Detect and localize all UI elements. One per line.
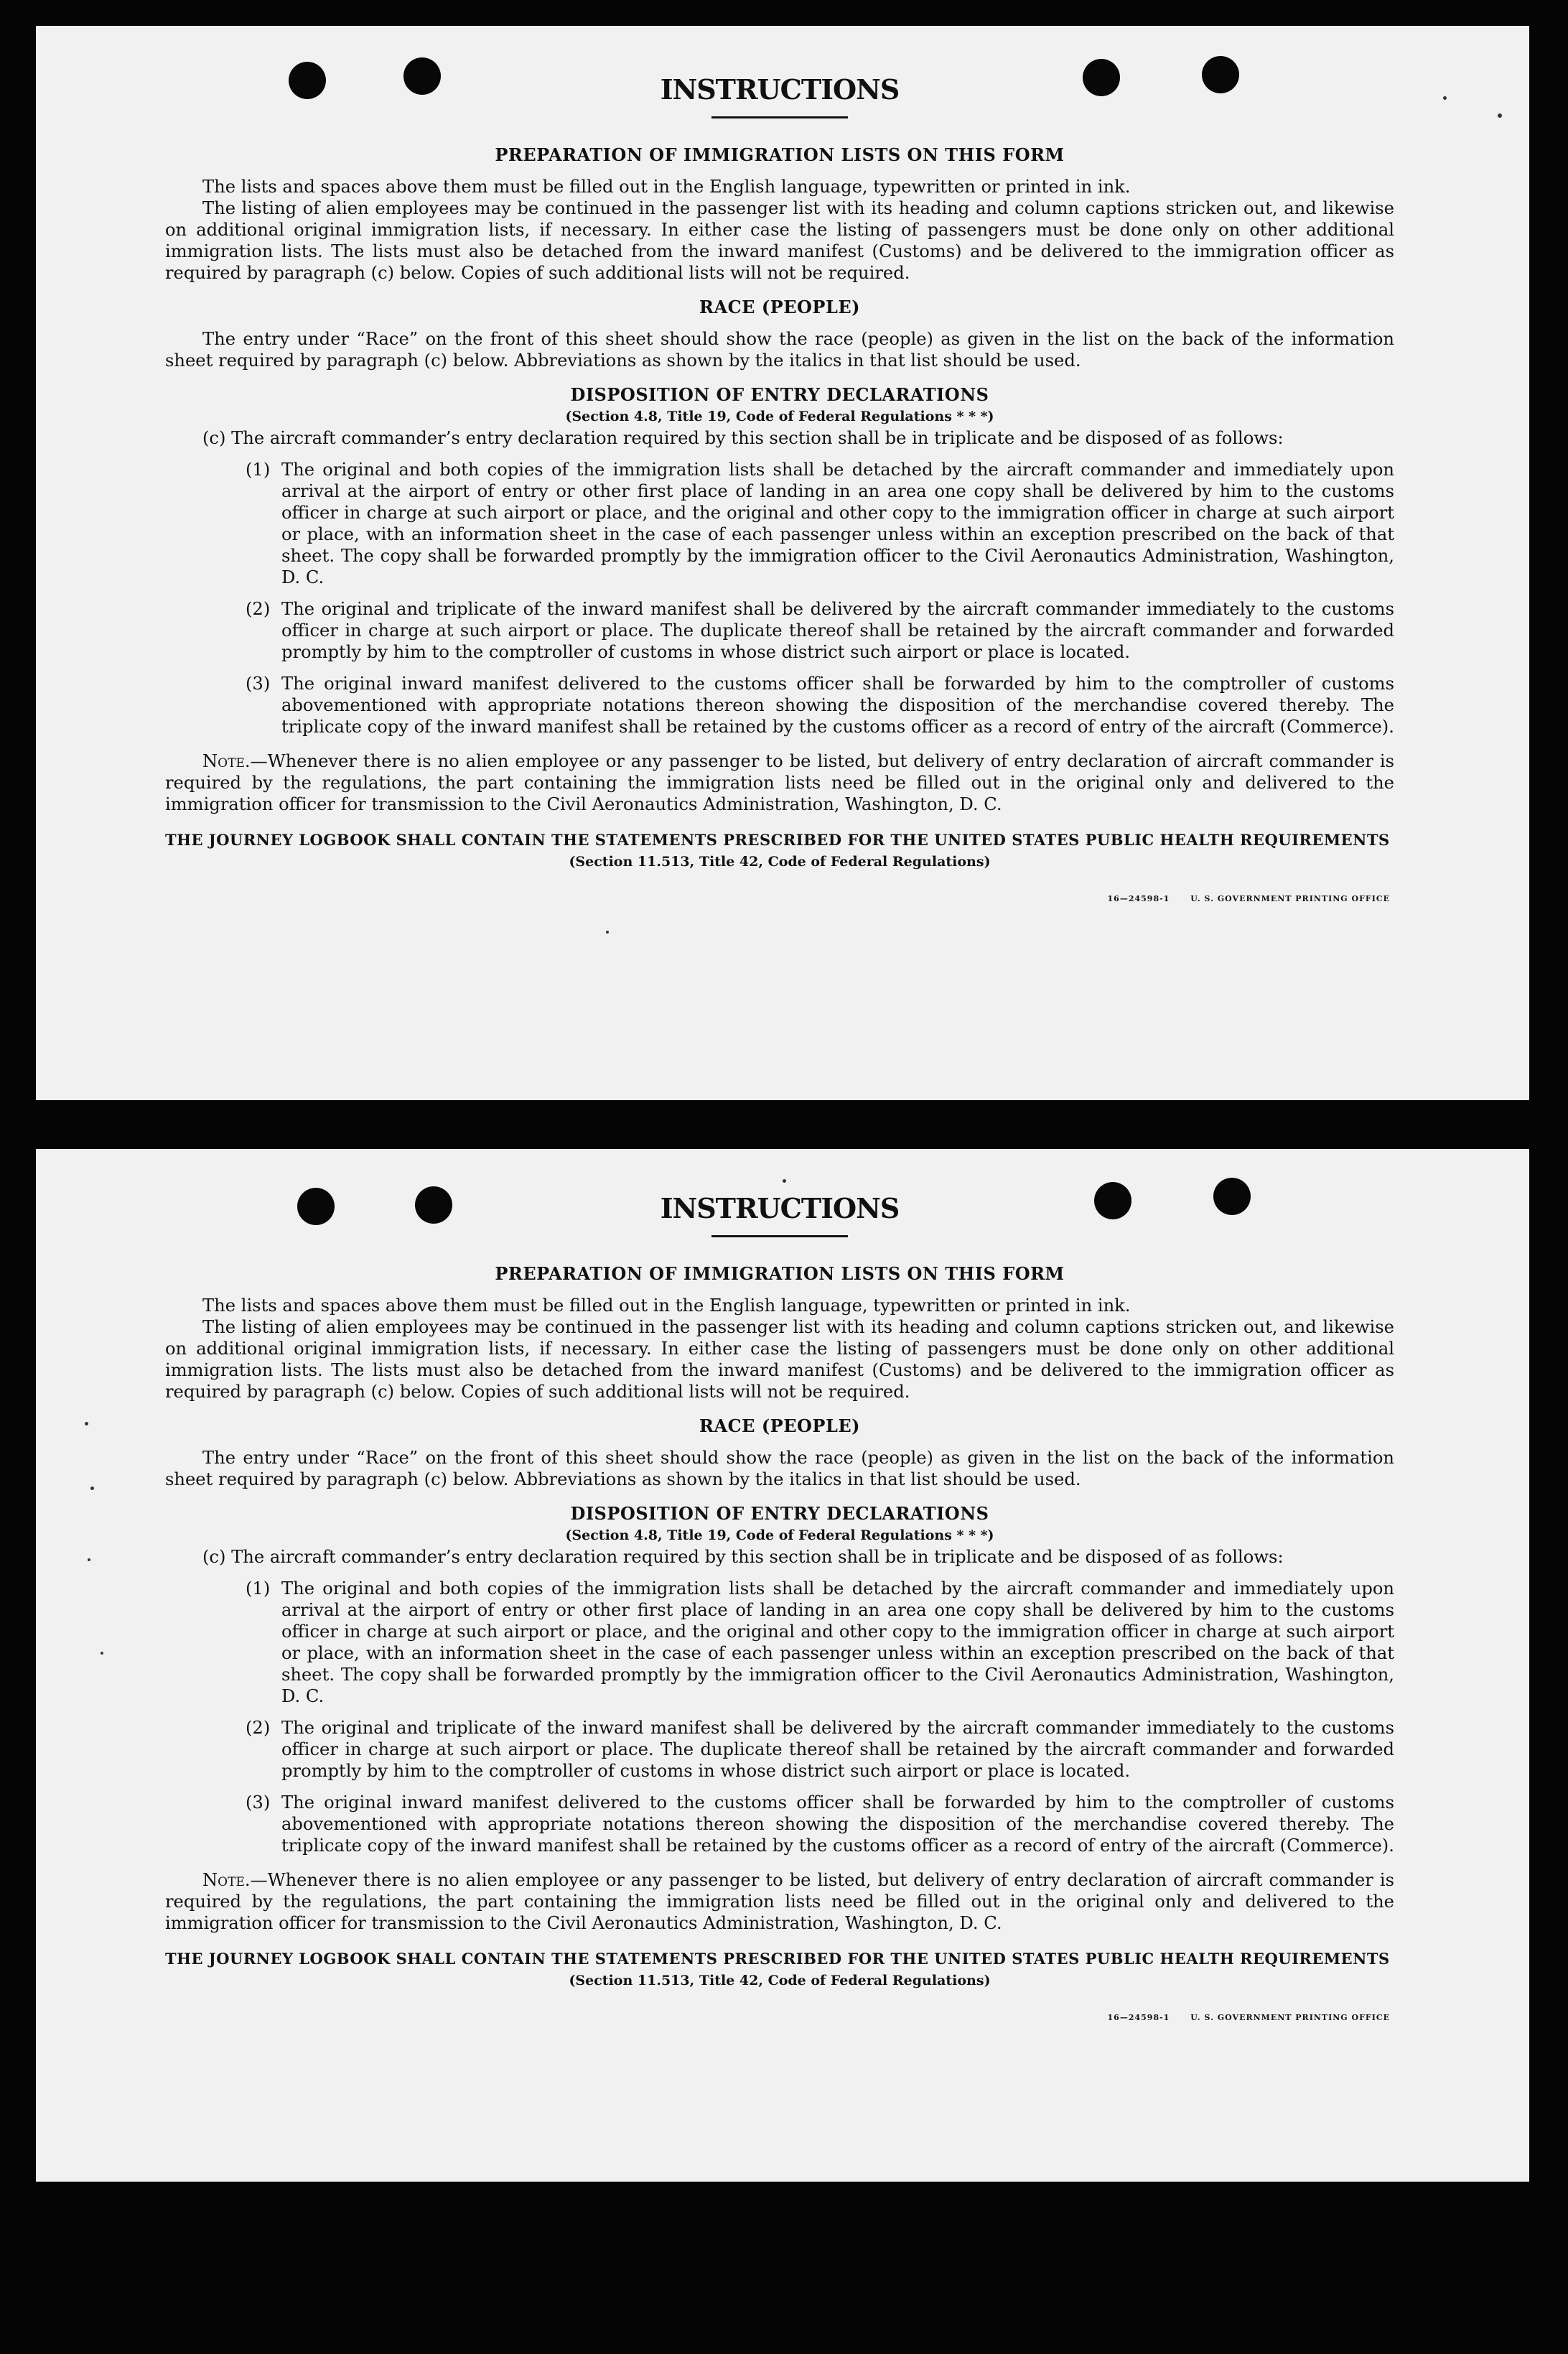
item-text: The original and both copies of the immigration lists shall be detached by the aircraft commander and immediately upon arrival at the airport of entry or other first place of landing in an area one copy shall be delivered by him to the customs officer in charge at such airport or place, and the original and other copy to the immigration officer in charge at such airport or place, with an information sheet in the case of each passenger unless within an exception prescribed on the back of that sheet. The copy shall be forwarded promptly by the immigration officer to the Civil Aeronautics Administration, Washington, D. C. (281, 1578, 1394, 1706)
item-number: (1) (246, 460, 271, 480)
paper-speck (606, 931, 609, 934)
preparation-paragraph-2: The listing of alien employees may be continued in the passenger list with its heading and column captions stricken out, and likewise on additional original immigration lists, if necessary. In either case the listing of passengers must be done only on other additional immigration lists. The lists must also be detached from the inward manifest (Customs) and be delivered to the immigration officer as required by paragraph (c) below. Copies of such additional lists will not be required. (165, 198, 1394, 283)
logbook-reference: (Section 11.513, Title 42, Code of Federal Regulations) (569, 854, 991, 870)
paper-speck (1498, 113, 1502, 118)
item-number: (1) (246, 1578, 271, 1599)
form-footer (165, 888, 1394, 910)
paper-speck (90, 1487, 94, 1490)
form-number: 16—24598-1 (1107, 2013, 1170, 2022)
note-paragraph (165, 1869, 1394, 1934)
paper-speck (101, 1652, 103, 1655)
disposition-reference: (Section 4.8, Title 19, Code of Federal Regulations * * *) (565, 1527, 994, 1543)
disposition-reference: (Section 4.8, Title 19, Code of Federal Regulations * * *) (565, 409, 994, 424)
disposition-item-3 (165, 1792, 1394, 1856)
disposition-item-2 (165, 598, 1394, 663)
instruction-sheet-bottom (36, 1149, 1529, 2182)
instructions-title: INSTRUCTIONS (660, 73, 900, 106)
disposition-item-2 (165, 1717, 1394, 1782)
race-heading: RACE (PEOPLE) (699, 297, 860, 317)
printer-imprint: U. S. GOVERNMENT PRINTING OFFICE (1190, 2013, 1390, 2022)
logbook-statement: THE JOURNEY LOGBOOK SHALL CONTAIN THE STATEMENTS PRESCRIBED FOR THE UNITED STATES PUBLIC HEALTH REQUIREMENTS (165, 1950, 1390, 1968)
preparation-paragraph-2: The listing of alien employees may be continued in the passenger list with its heading and column captions stricken out, and likewise on additional original immigration lists, if necessary. In either case the listing of passengers must be done only on other additional immigration lists. The lists must also be detached from the inward manifest (Customs) and be delivered to the immigration officer as required by paragraph (c) below. Copies of such additional lists will not be required. (165, 1317, 1394, 1402)
item-number: (3) (246, 674, 271, 694)
preparation-heading: PREPARATION OF IMMIGRATION LISTS ON THIS FORM (495, 1263, 1065, 1284)
paper-speck (88, 1558, 90, 1561)
note-label: Note. (202, 751, 251, 771)
instructions-title: INSTRUCTIONS (660, 1192, 900, 1224)
logbook-statement: THE JOURNEY LOGBOOK SHALL CONTAIN THE STATEMENTS PRESCRIBED FOR THE UNITED STATES PUBLIC HEALTH REQUIREMENTS (165, 831, 1390, 849)
preparation-heading: PREPARATION OF IMMIGRATION LISTS ON THIS FORM (495, 144, 1065, 165)
item-text: The original and both copies of the immigration lists shall be detached by the aircraft commander and immediately upon arrival at the airport of entry or other first place of landing in an area one copy shall be delivered by him to the customs officer in charge at such airport or place, and the original and other copy to the immigration officer in charge at such airport or place, with an information sheet in the case of each passenger unless within an exception prescribed on the back of that sheet. The copy shall be forwarded promptly by the immigration officer to the Civil Aeronautics Administration, Washington, D. C. (281, 460, 1394, 587)
item-text: The original inward manifest delivered to the customs officer shall be forwarded by him to the comptroller of customs abovementioned with appropriate notations thereon showing the disposition of the merchandise covered thereby. The triplicate copy of the inward manifest shall be retained by the customs officer as a record of entry of the aircraft (Commerce). (281, 674, 1394, 737)
item-text: The original inward manifest delivered to the customs officer shall be forwarded by him to the comptroller of customs abovementioned with appropriate notations thereon showing the disposition of the merchandise covered thereby. The triplicate copy of the inward manifest shall be retained by the customs officer as a record of entry of the aircraft (Commerce). (281, 1792, 1394, 1856)
note-text: —Whenever there is no alien employee or any passenger to be listed, but delivery of entry declaration of aircraft commander is required by the regulations, the part containing the immigration lists need be filled out in the original only and delivered to the immigration officer for transmission to the Civil Aeronautics Administration, Washington, D. C. (165, 751, 1394, 814)
note-text: —Whenever there is no alien employee or any passenger to be listed, but delivery of entry declaration of aircraft commander is required by the regulations, the part containing the immigration lists need be filled out in the original only and delivered to the immigration officer for transmission to the Civil Aeronautics Administration, Washington, D. C. (165, 1870, 1394, 1933)
disposition-item-3 (165, 673, 1394, 738)
disposition-heading: DISPOSITION OF ENTRY DECLARATIONS (570, 1503, 989, 1524)
printer-imprint: U. S. GOVERNMENT PRINTING OFFICE (1190, 894, 1390, 903)
disposition-item-1 (165, 1578, 1394, 1707)
form-footer (165, 2007, 1394, 2029)
note-paragraph (165, 750, 1394, 815)
title-underline (711, 1235, 848, 1237)
paper-speck (85, 1422, 88, 1425)
race-heading: RACE (PEOPLE) (699, 1415, 860, 1436)
preparation-paragraph-1: The lists and spaces above them must be filled out in the English language, typewritten or printed in ink. (202, 177, 1131, 197)
instruction-sheet-top (36, 26, 1529, 1100)
disposition-item-1 (165, 459, 1394, 588)
preparation-paragraph-1: The lists and spaces above them must be filled out in the English language, typewritten or printed in ink. (202, 1295, 1131, 1316)
instructions-text-block (165, 73, 1394, 910)
instructions-text-block (165, 1192, 1394, 2029)
title-underline (711, 116, 848, 118)
item-number: (2) (246, 599, 271, 619)
form-number: 16—24598-1 (1107, 894, 1170, 903)
disposition-intro: (c) The aircraft commander’s entry declaration required by this section shall be in triplicate and be disposed of as follows: (202, 1547, 1284, 1567)
race-paragraph: The entry under “Race” on the front of this sheet should show the race (people) as given in the list on the back of the information sheet required by paragraph (c) below. Abbreviations as shown by the italics in that list should be used. (165, 329, 1394, 371)
race-paragraph: The entry under “Race” on the front of this sheet should show the race (people) as given in the list on the back of the information sheet required by paragraph (c) below. Abbreviations as shown by the italics in that list should be used. (165, 1448, 1394, 1489)
disposition-heading: DISPOSITION OF ENTRY DECLARATIONS (570, 384, 989, 405)
item-number: (2) (246, 1718, 271, 1738)
item-text: The original and triplicate of the inward manifest shall be delivered by the aircraft commander immediately to the customs officer in charge at such airport or place. The duplicate thereof shall be retained by the aircraft commander and forwarded promptly by him to the comptroller of customs in whose district such airport or place is located. (281, 1718, 1394, 1781)
disposition-intro: (c) The aircraft commander’s entry declaration required by this section shall be in triplicate and be disposed of as follows: (202, 428, 1284, 448)
item-number: (3) (246, 1792, 271, 1813)
logbook-reference: (Section 11.513, Title 42, Code of Federal Regulations) (569, 1973, 991, 1988)
paper-speck (783, 1179, 786, 1183)
note-label: Note. (202, 1870, 251, 1890)
item-text: The original and triplicate of the inward manifest shall be delivered by the aircraft commander immediately to the customs officer in charge at such airport or place. The duplicate thereof shall be retained by the aircraft commander and forwarded promptly by him to the comptroller of customs in whose district such airport or place is located. (281, 599, 1394, 662)
paper-speck (1443, 96, 1447, 100)
